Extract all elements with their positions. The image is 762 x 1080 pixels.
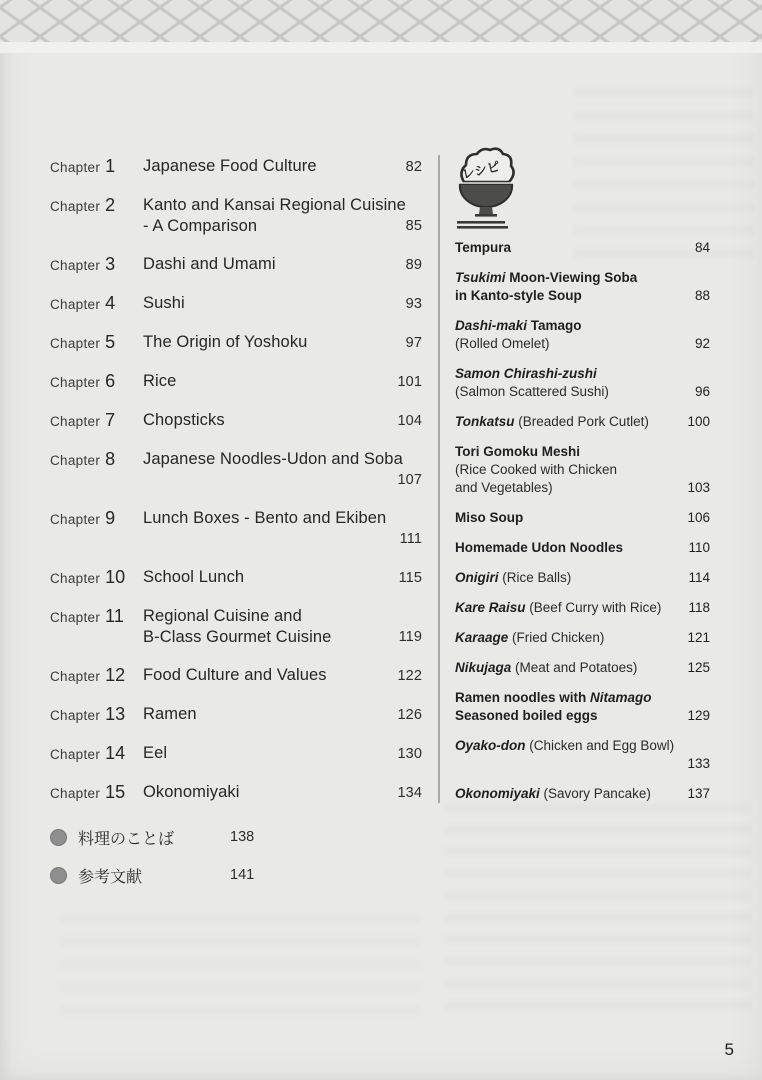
chapter-title: Regional Cuisine and B-Class Gourmet Cuisine 119 <box>143 607 422 646</box>
recipe-page-ref: 133 <box>687 756 710 771</box>
chapter-number: 9 <box>105 508 116 528</box>
chapter-title: Japanese Food Culture 82 <box>143 156 422 178</box>
recipe-page-ref: 92 <box>694 336 710 351</box>
recipe-page-ref: 96 <box>694 384 710 399</box>
chapter-word: Chapter <box>50 160 101 175</box>
chapter-number: 4 <box>105 293 116 313</box>
chapter-page-ref: 122 <box>397 668 422 684</box>
chapter-label <box>50 371 143 393</box>
chapter-page-ref: 101 <box>397 374 422 390</box>
recipe-title-segment: Miso Soup <box>455 510 524 525</box>
recipe-list <box>455 239 710 803</box>
chapter-word: Chapter <box>50 375 101 390</box>
recipe-page-ref: 103 <box>687 480 710 495</box>
chapter-row <box>50 332 422 354</box>
chapter-row <box>50 743 422 765</box>
recipe-title-segment: (Breaded Pork Cutlet) <box>514 414 649 429</box>
recipe-title-segment: Seasoned boiled eggs <box>455 708 598 723</box>
chapter-title: The Origin of Yoshoku 97 <box>143 332 422 354</box>
chapter-word: Chapter <box>50 336 101 351</box>
chapter-page-ref: 89 <box>405 257 422 273</box>
chapter-page-ref: 82 <box>405 159 422 175</box>
chapter-page-ref: 85 <box>405 218 422 234</box>
recipe-page-ref: 100 <box>687 414 710 429</box>
recipe-title-segment: Dashi-maki <box>455 318 528 333</box>
recipe-row <box>455 659 710 677</box>
chapter-title: School Lunch 115 <box>143 567 422 589</box>
chapter-number: 6 <box>105 371 116 391</box>
chapter-row <box>50 371 422 393</box>
recipe-title-segment: (Salmon Scattered Sushi) <box>455 384 609 399</box>
recipe-title-segment: (Rolled Omelet) <box>455 336 550 351</box>
chapter-title: Dashi and Umami 89 <box>143 254 422 276</box>
chapter-label <box>50 665 143 687</box>
chapter-label <box>50 743 143 765</box>
recipe-page-ref: 84 <box>694 240 710 255</box>
chapter-page-ref: 97 <box>405 335 422 351</box>
chapter-word: Chapter <box>50 414 101 429</box>
recipe-title-segment: Onigiri <box>455 570 499 585</box>
bleedthrough-texture <box>60 905 420 1015</box>
chapter-word: Chapter <box>50 512 101 527</box>
recipe-title-segment: (Rice Balls) <box>498 570 572 585</box>
chapter-label <box>50 704 143 726</box>
recipe-page-ref: 106 <box>687 510 710 525</box>
recipe-row <box>455 443 710 497</box>
chapter-label <box>50 293 143 315</box>
chapter-title: Rice 101 <box>143 371 422 393</box>
rice-bowl-recipe-icon <box>455 146 517 230</box>
chapter-number: 13 <box>105 704 126 724</box>
chapter-title: Ramen 126 <box>143 704 422 726</box>
chapter-list <box>50 156 422 821</box>
recipe-title-segment: Tamago <box>527 318 582 333</box>
recipe-page-ref: 137 <box>687 786 710 801</box>
recipe-title-segment: and Vegetables) <box>455 480 553 495</box>
recipe-row <box>455 737 710 773</box>
chapter-row <box>50 567 422 589</box>
recipe-page-ref: 121 <box>687 630 710 645</box>
chapter-title: Food Culture and Values 122 <box>143 665 422 687</box>
chapter-row <box>50 410 422 432</box>
page-number: 5 <box>724 1040 734 1059</box>
chapter-title: Eel 130 <box>143 743 422 765</box>
recipe-row <box>455 569 710 587</box>
chapter-page-ref: 93 <box>405 296 422 312</box>
chapter-title: Okonomiyaki 134 <box>143 782 422 804</box>
recipe-page-ref: 114 <box>688 570 710 585</box>
recipe-title-segment: Oyako-don <box>455 738 526 753</box>
chapter-row <box>50 293 422 315</box>
chapter-number: 12 <box>105 665 126 685</box>
recipe-page-ref: 118 <box>688 600 710 615</box>
recipe-row <box>455 785 710 803</box>
chapter-word: Chapter <box>50 610 101 625</box>
bleedthrough-texture <box>445 800 752 1010</box>
chapter-word: Chapter <box>50 199 101 214</box>
recipe-row <box>455 413 710 431</box>
recipe-row <box>455 629 710 647</box>
recipe-title-segment: Okonomiyaki <box>455 786 540 801</box>
recipe-title-segment: (Meat and Potatoes) <box>511 660 638 675</box>
appendix-row <box>50 826 254 848</box>
chapter-title: Japanese Noodles-Udon and Soba 107 <box>143 449 422 491</box>
chapter-word: Chapter <box>50 786 101 801</box>
recipe-title-segment: Kare Raisu <box>455 600 526 615</box>
chapter-title: Lunch Boxes - Bento and Ekiben 111 <box>143 508 422 550</box>
chapter-row <box>50 195 422 237</box>
recipe-column <box>455 146 710 815</box>
chapter-title: Sushi 93 <box>143 293 422 315</box>
appendix-row <box>50 864 254 886</box>
chapter-word: Chapter <box>50 669 101 684</box>
chapter-number: 15 <box>105 782 126 802</box>
recipe-title-segment: (Beef Curry with Rice) <box>525 600 662 615</box>
chapter-word: Chapter <box>50 297 101 312</box>
bullet-icon <box>50 867 67 884</box>
chapter-label <box>50 508 143 550</box>
chapter-word: Chapter <box>50 258 101 273</box>
chapter-word: Chapter <box>50 453 101 468</box>
bullet-icon <box>50 829 67 846</box>
appendix-title: 参考文献 <box>78 868 143 886</box>
recipe-page-ref: 110 <box>688 540 710 555</box>
recipe-row <box>455 269 710 305</box>
chapter-word: Chapter <box>50 571 101 586</box>
chapter-label <box>50 782 143 804</box>
chapter-page-ref: 126 <box>397 707 422 723</box>
chapter-row <box>50 704 422 726</box>
chapter-page-ref: 115 <box>398 570 422 586</box>
chapter-number: 1 <box>105 156 116 176</box>
recipe-title-segment: Karaage <box>455 630 509 645</box>
scan-highlight-strip <box>0 42 762 53</box>
chapter-number: 14 <box>105 743 126 763</box>
recipe-title-segment: in Kanto-style Soup <box>455 288 582 303</box>
chapter-row <box>50 782 422 804</box>
chapter-page-ref: 111 <box>399 531 422 547</box>
chapter-row <box>50 508 422 550</box>
recipe-row <box>455 239 710 257</box>
chapter-label <box>50 332 143 354</box>
chapter-label <box>50 606 143 648</box>
recipe-title-segment: Tempura <box>455 240 512 255</box>
appendix-page-ref: 138 <box>230 829 255 845</box>
recipe-row <box>455 539 710 557</box>
chapter-title: Chopsticks 104 <box>143 410 422 432</box>
chapter-label <box>50 449 143 491</box>
chapter-label <box>50 254 143 276</box>
chapter-label <box>50 567 143 589</box>
recipe-row <box>455 689 710 725</box>
chapter-page-ref: 130 <box>397 746 422 762</box>
recipe-row <box>455 509 710 527</box>
chapter-number: 11 <box>105 606 124 626</box>
recipe-title-segment: (Savory Pancake) <box>539 786 651 801</box>
recipe-page-ref: 129 <box>687 708 710 723</box>
chapter-word: Chapter <box>50 747 101 762</box>
recipe-title-segment: (Rice Cooked with Chicken <box>455 462 618 477</box>
chapter-page-ref: 119 <box>398 629 422 645</box>
recipe-title-segment: (Chicken and Egg Bowl) <box>525 738 675 753</box>
appendix-page-ref: 141 <box>230 867 255 883</box>
recipe-icon-label: レシピ <box>460 159 502 183</box>
recipe-title-segment: Tsukimi <box>455 270 506 285</box>
chapter-row <box>50 606 422 648</box>
chapter-row <box>50 254 422 276</box>
recipe-title-segment: Nitamago <box>590 690 652 705</box>
recipe-title-segment: Homemade Udon Noodles <box>455 540 624 555</box>
chapter-label <box>50 410 143 432</box>
appendix-title: 料理のことば <box>78 830 175 848</box>
chapter-label <box>50 195 143 237</box>
chapter-number: 8 <box>105 449 116 469</box>
chapter-page-ref: 104 <box>397 413 422 429</box>
chapter-row <box>50 665 422 687</box>
chapter-label <box>50 156 143 178</box>
recipe-row <box>455 599 710 617</box>
recipe-title-segment: Ramen noodles with <box>455 690 591 705</box>
chapter-word: Chapter <box>50 708 101 723</box>
recipe-row <box>455 317 710 353</box>
recipe-page-ref: 88 <box>694 288 710 303</box>
recipe-title-segment: (Fried Chicken) <box>508 630 605 645</box>
recipe-title-segment: Moon-Viewing Soba <box>505 270 638 285</box>
chapter-page-ref: 134 <box>397 785 422 801</box>
recipe-title-segment: Tonkatsu <box>455 414 515 429</box>
recipe-title-segment: Tori Gomoku Meshi <box>455 444 581 459</box>
chapter-number: 5 <box>105 332 116 352</box>
appendix-list <box>50 826 254 902</box>
chapter-row <box>50 449 422 491</box>
recipe-title-segment: Nikujaga <box>455 660 512 675</box>
chapter-page-ref: 107 <box>397 472 422 488</box>
chapter-number: 3 <box>105 254 116 274</box>
chapter-title: Kanto and Kansai Regional Cuisine - A Comparison 85 <box>143 196 422 235</box>
recipe-page-ref: 125 <box>687 660 710 675</box>
recipe-title-segment: Samon Chirashi-zushi <box>455 366 597 381</box>
chapter-number: 7 <box>105 410 116 430</box>
chapter-number: 2 <box>105 195 116 215</box>
chopsticks-icon <box>457 221 505 224</box>
recipe-row <box>455 365 710 401</box>
chapter-number: 10 <box>105 567 126 587</box>
chapter-row <box>50 156 422 178</box>
column-divider <box>438 155 440 803</box>
lattice-pattern-band <box>0 0 762 42</box>
